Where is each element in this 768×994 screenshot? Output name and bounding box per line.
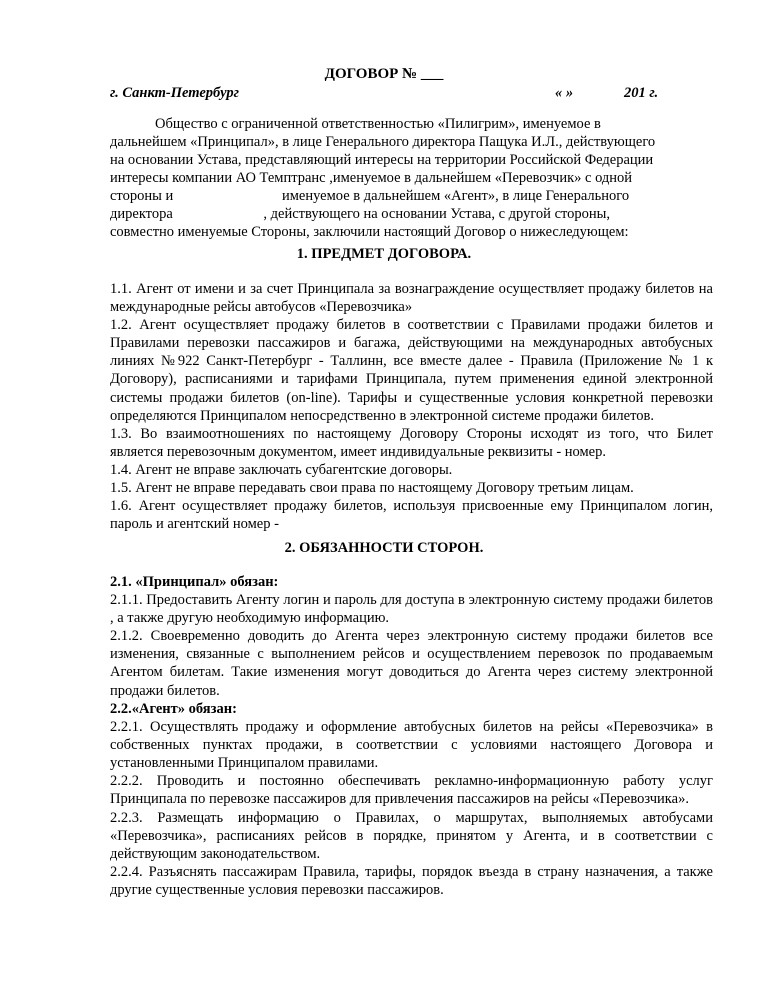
intro-line: дальнейшем «Принципал», в лице Генерального директора Пащука И.Л., действующего xyxy=(110,134,656,150)
intro-paragraph xyxy=(110,115,684,241)
date-quote: « » xyxy=(555,85,574,101)
clause-1-2: 1.2. Агент осуществляет продажу билетов в соответствии с Правилами продажи билетов и Правилами перевозки пассажиров и багажа, действующими на международных автобусных линиях №922 Санкт-Петербург - Таллинн, все вместе далее - Правила (Приложение № 1 к Договору), расписаниями и тарифами Принципала, путем применения единой электронной системы продажи билетов (on-line). Тарифы и существенные условия конкретной перевозки определяются Принципалом непосредственно в электронной системе продажи билетов. xyxy=(110,317,713,424)
intro-line: интересы компании АО Темптранс ,именуемое в дальнейшем «Перевозчик» с одной xyxy=(110,170,633,186)
year-label: 201 г. xyxy=(624,85,659,101)
section-2-heading: 2. ОБЯЗАННОСТИ СТОРОН. xyxy=(284,540,484,556)
clause-2-2-1: 2.2.1. Осуществлять продажу и оформление автобусных билетов на рейсы «Перевозчика» в собственных пунктах продажи, в соответствии с условиями настоящего Договора и установленными Принципалом правилами. xyxy=(110,719,713,772)
city-label: г. Санкт-Петербург xyxy=(110,85,239,101)
document-title: ДОГОВОР № ___ xyxy=(324,66,444,82)
section-1-body xyxy=(110,280,713,533)
intro-line: Общество с ограниченной ответственностью «Пилигрим», именуемое в xyxy=(155,116,601,132)
clause-1-6: 1.6. Агент осуществляет продажу билетов, используя присвоенные ему Принципалом логин, пароль и агентский номер - xyxy=(110,498,713,533)
section-2-1-body xyxy=(110,573,713,700)
subsection-2-1-heading: 2.1. «Принципал» обязан: xyxy=(110,574,279,590)
subsection-2-2-heading: 2.2.«Агент» обязан: xyxy=(110,701,237,717)
intro-line: директора , действующего на основании Устава, с другой стороны, xyxy=(110,206,611,222)
section-2-2-body xyxy=(110,700,713,899)
clause-2-2-4: 2.2.4. Разъяснять пассажирам Правила, тарифы, порядок въезда в страну назначения, а также другие существенные условия перевозки пассажиров. xyxy=(110,863,713,898)
clause-2-2-3: 2.2.3. Размещать информацию о Правилах, о маршрутах, выполняемых автобусами «Перевозчика», расписаниях рейсов в порядке, принятом у Агента, и в соответствии с действующим законодательством. xyxy=(110,809,713,862)
clause-1-1: 1.1. Агент от имени и за счет Принципала за вознаграждение осуществляет продажу билетов на международные рейсы автобусов «Перевозчика» xyxy=(110,281,713,316)
intro-line: на основании Устава, представляющий интересы на территории Российской Федерации xyxy=(110,152,654,168)
clause-1-4: 1.4. Агент не вправе заключать субагентские договоры. xyxy=(110,461,453,478)
clause-2-1-2: 2.1.2. Своевременно доводить до Агента через электронную систему продажи билетов все изменения, связанные с выполнением рейсов и осуществлением перевозок по продаваемым Агентом билетам. Такие изменения могут доводиться до Агента через систему электронной продажи билетов. xyxy=(110,628,713,699)
clause-1-5: 1.5. Агент не вправе передавать свои права по настоящему Договору третьим лицам. xyxy=(110,480,634,497)
section-1-heading: 1. ПРЕДМЕТ ДОГОВОРА. xyxy=(296,246,472,262)
clause-2-2-2: 2.2.2. Проводить и постоянно обеспечивать рекламно-информационную работу услуг Принципала по перевозке пассажиров для привлечения пассажиров на рейсы «Перевозчика». xyxy=(110,773,713,808)
intro-line: совместно именуемые Стороны, заключили настоящий Договор о нижеследующем: xyxy=(110,224,629,240)
intro-line: стороны и именуемое в дальнейшем «Агент», в лице Генерального xyxy=(110,188,630,204)
clause-2-1-1: 2.1.1. Предоставить Агенту логин и пароль для доступа в электронную систему продажи билетов , а также другую необходимую информацию. xyxy=(110,592,713,627)
clause-1-3: 1.3. Во взаимоотношениях по настоящему Договору Стороны исходят из того, что Билет является перевозочным документом, имеет индивидуальные реквизиты - номер. xyxy=(110,425,713,460)
